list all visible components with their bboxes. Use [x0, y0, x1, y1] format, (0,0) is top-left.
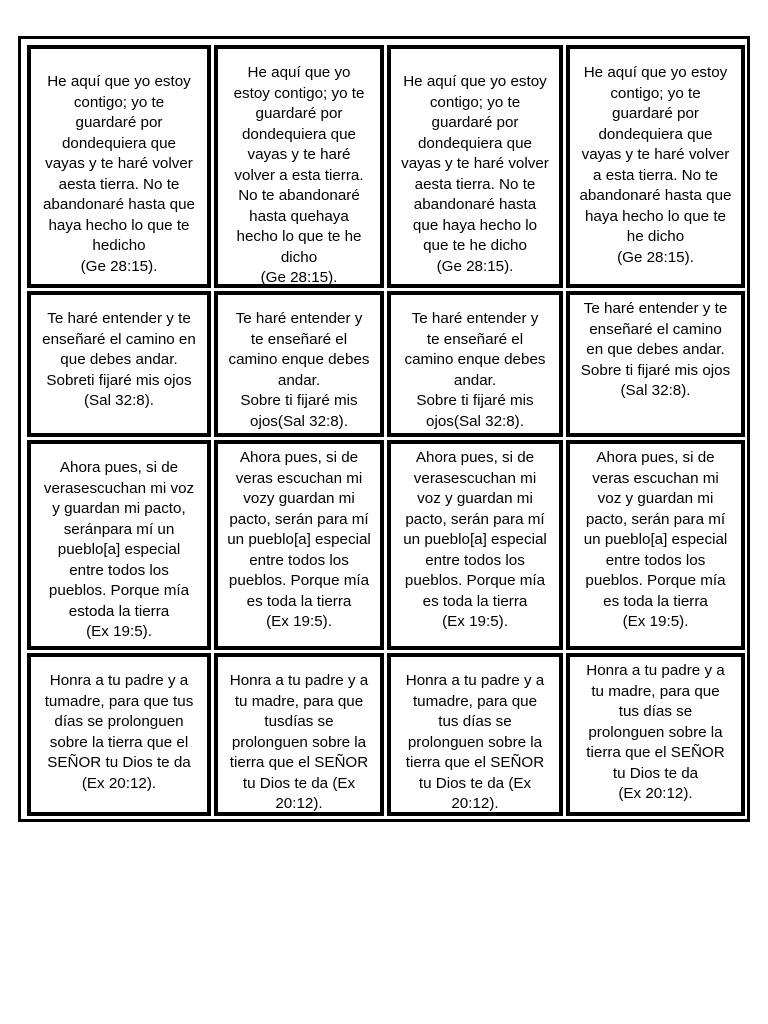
verse-card — [214, 291, 384, 437]
verse-text: Te haré entender y te enseñaré el camino enque debes andar. Sobre ti fijaré mis ojos(Sal 32:8). — [404, 310, 546, 430]
verse-card — [214, 653, 384, 816]
verse-card — [566, 440, 745, 650]
verse-text: Te haré entender y te enseñaré el camino enque debes andar. Sobre ti fijaré mis ojos(Sal 32:8). — [228, 310, 370, 430]
verse-text: Honra a tu padre y a tumadre, para que tus días se prolonguen sobre la tierra que el SEÑOR tu Dios te da (Ex 20:12). — [405, 672, 545, 812]
verse-text: He aquí que yo estoy contigo; yo te guardaré por dondequiera que vayas y te haré volver aesta tierra. No te abandonaré hasta que haya hecho lo que te he dicho (Ge 28:15). — [401, 73, 549, 275]
verse-text: Honra a tu padre y a tu madre, para que tus días se prolonguen sobre la tierra que el SEÑOR tu Dios te da (Ex 20:12). — [586, 662, 725, 802]
verse-text: Ahora pues, si de veras escuchan mi vozy guardan mi pacto, serán para mí un pueblo[a] especial entre todos los pueblos. Porque mía es toda la tierra (Ex 19:5). — [227, 449, 371, 630]
verse-card — [387, 45, 563, 288]
verse-card — [27, 45, 211, 288]
verse-card — [566, 653, 745, 816]
verse-text: Honra a tu padre y a tumadre, para que tus días se prolonguen sobre la tierra que el SEÑOR tu Dios te da (Ex 20:12). — [44, 672, 194, 792]
verse-card — [214, 45, 384, 288]
verse-card — [27, 653, 211, 816]
verse-text: Ahora pues, si de verasescuchan mi voz y guardan mi pacto, seránpara mí un pueblo[a] especial entre todos los pueblos. Porque mía estoda la tierra (Ex 19:5). — [43, 459, 195, 640]
verse-text: Te haré entender y te enseñaré el camino en que debes andar. Sobre ti fijaré mis ojos (Sal 32:8). — [580, 300, 731, 399]
verse-text: He aquí que yo estoy contigo; yo te guardaré por dondequiera que vayas y te haré volver aesta tierra. No te abandonaré hasta que haya hecho lo que te hedicho (Ge 28:15). — [42, 73, 195, 275]
verse-card — [566, 45, 745, 288]
verse-text: Ahora pues, si de verasescuchan mi voz y guardan mi pacto, serán para mí un pueblo[a] especial entre todos los pueblos. Porque mía es toda la tierra (Ex 19:5). — [403, 449, 547, 630]
verse-text: Ahora pues, si de veras escuchan mi voz y guardan mi pacto, serán para mí un pueblo[a] especial entre todos los pueblos. Porque mía es toda la tierra (Ex 19:5). — [583, 449, 728, 630]
verse-text: He aquí que yo estoy contigo; yo te guardaré por dondequiera que vayas y te haré volver a esta tierra. No te abandonaré hasta que haya hecho lo que te he dicho (Ge 28:15). — [579, 64, 732, 266]
card-sheet — [18, 36, 750, 822]
verse-card — [566, 291, 745, 437]
verse-text: He aquí que yo estoy contigo; yo te guardaré por dondequiera que vayas y te haré volver a esta tierra. No te abandonaré hasta quehaya hecho lo que te he dicho (Ge 28:15). — [233, 64, 365, 286]
verse-text: Honra a tu padre y a tu madre, para que tusdías se prolonguen sobre la tierra que el SEÑOR tu Dios te da (Ex 20:12). — [229, 672, 369, 812]
verse-card — [214, 440, 384, 650]
verse-card — [387, 653, 563, 816]
verse-card — [27, 440, 211, 650]
verse-text: Te haré entender y te enseñaré el camino en que debes andar. Sobreti fijaré mis ojos (Sal 32:8). — [42, 310, 196, 409]
verse-card — [387, 440, 563, 650]
verse-card — [387, 291, 563, 437]
verse-card — [27, 291, 211, 437]
